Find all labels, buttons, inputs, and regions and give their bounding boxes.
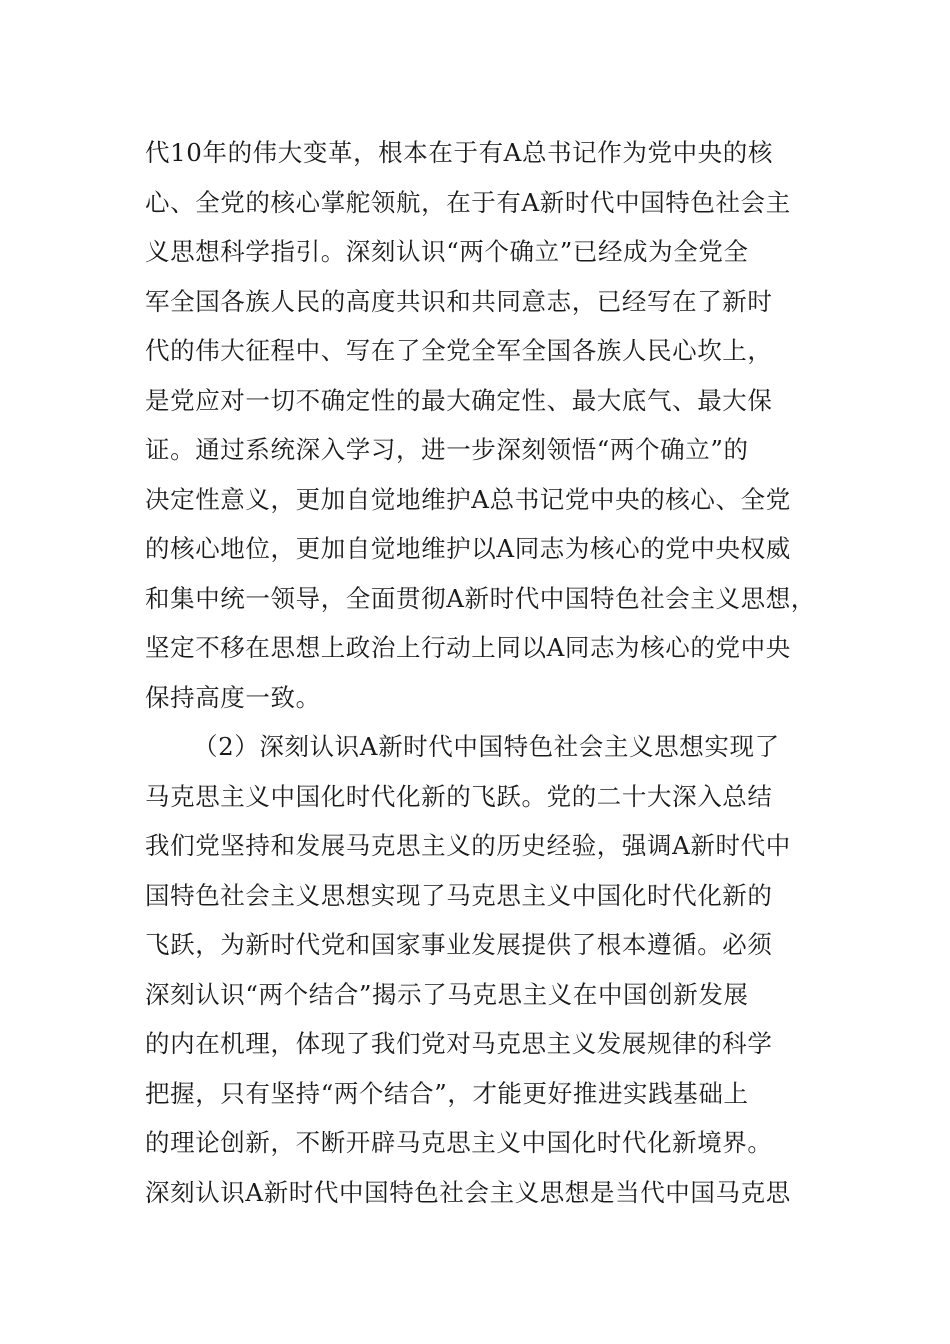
text-line: 的核心地位，更加自觉地维护以A同志为核心的党中央权威 xyxy=(145,534,791,563)
text-line: 的理论创新，不断开辟马克思主义中国化时代化新境界。 xyxy=(145,1128,773,1157)
text-line: 的内在机理，体现了我们党对马克思主义发展规律的科学 xyxy=(145,1029,773,1058)
text-line: 军全国各族人民的高度共识和共同意志，已经写在了新时 xyxy=(145,286,773,316)
text-line: 代的伟大征程中、写在了全党全军全国各族人民心坎上， xyxy=(145,336,773,365)
text-line: 飞跃，为新时代党和国家事业发展提供了根本遵循。必须 xyxy=(145,930,773,959)
text-line: 把握，只有坚持“两个结合”，才能更好推进实践基础上 xyxy=(145,1078,749,1108)
text-line: 是党应对一切不确定性的最大确定性、最大底气、最大保 xyxy=(145,385,773,415)
body-text xyxy=(145,128,815,1217)
text-line: 代10年的伟大变革，根本在于有A总书记作为党中央的核 xyxy=(145,138,773,167)
text-line: 证。通过系统深入学习，进一步深刻领悟“两个确立”的 xyxy=(145,435,749,464)
text-line: 保持高度一致。 xyxy=(145,682,321,712)
text-line: 义思想科学指引。深刻认识“两个确立”已经成为全党全 xyxy=(145,237,749,266)
section-heading-line: （2）深刻认识A新时代中国特色社会主义思想实现了 xyxy=(193,732,780,761)
text-line: 马克思主义中国化时代化新的飞跃。党的二十大深入总结 xyxy=(145,781,773,811)
text-line: 深刻认识“两个结合”揭示了马克思主义在中国创新发展 xyxy=(145,979,749,1009)
text-line: 决定性意义，更加自觉地维护A总书记党中央的核心、全党 xyxy=(145,484,791,514)
text-line: 和集中统一领导，全面贯彻A新时代中国特色社会主义思想， xyxy=(145,583,816,613)
text-line: 国特色社会主义思想实现了马克思主义中国化时代化新的 xyxy=(145,880,773,910)
text-line: 坚定不移在思想上政治上行动上同以A同志为核心的党中央 xyxy=(145,633,791,662)
text-line: 深刻认识A新时代中国特色社会主义思想是当代中国马克思 xyxy=(145,1177,791,1207)
text-line: 心、全党的核心掌舵领航，在于有A新时代中国特色社会主 xyxy=(145,187,791,217)
text-line: 我们党坚持和发展马克思主义的历史经验，强调A新时代中 xyxy=(145,831,791,860)
